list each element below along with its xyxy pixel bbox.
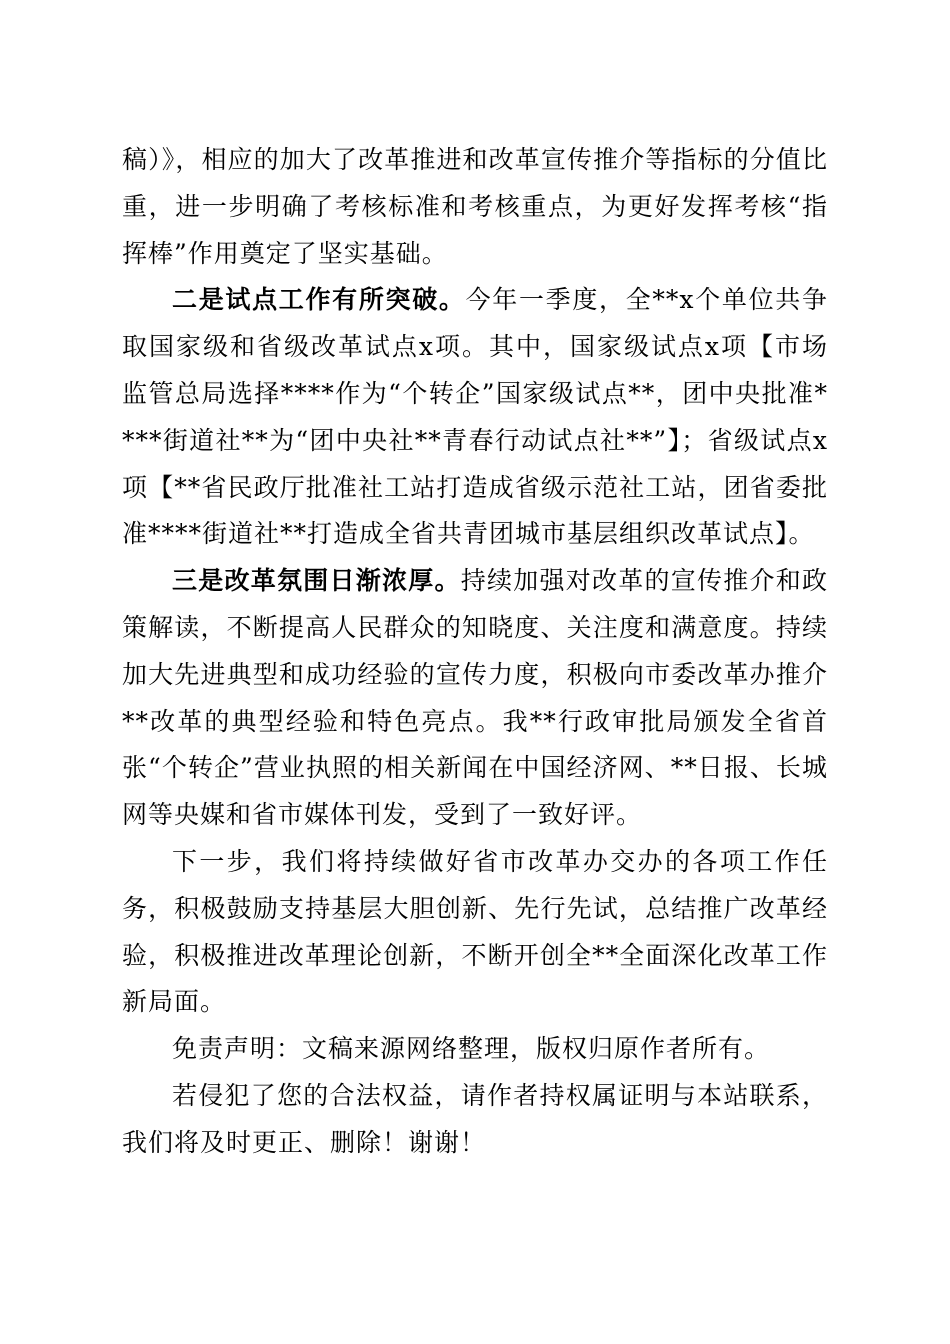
document-body <box>122 137 828 1167</box>
paragraph-text: 若侵犯了您的合法权益，请作者持权属证明与本站联系，我们将及时更正、删除！谢谢！ <box>122 1080 828 1157</box>
paragraph-pilot-work <box>122 277 828 558</box>
paragraph-next-steps <box>122 839 828 1026</box>
paragraph-text: 今年一季度，全**x个单位共争取国家级和省级改革试点x项。其中，国家级试点x项【市场监管总局选择****作为“个转企”国家级试点**，团中央批准****街道社**为“团中央社**青春行动试点社**”】；省级试点x项【**省民政厅批准社工站打造成省级示范社工站，团省委批准****街道社**打造成全省共青团城市基层组织改革试点】。 <box>122 285 828 549</box>
paragraph-reform-atmosphere <box>122 558 828 839</box>
paragraph-continuation <box>122 137 828 277</box>
paragraph-infringement-notice <box>122 1073 828 1167</box>
paragraph-text: 稿）》，相应的加大了改革推进和改革宣传推介等指标的分值比重，进一步明确了考核标准和考核重点，为更好发挥考核“指挥棒”作用奠定了坚实基础。 <box>122 145 828 268</box>
paragraph-disclaimer <box>122 1026 828 1073</box>
paragraph-text: 下一步，我们将持续做好省市改革办交办的各项工作任务，积极鼓励支持基层大胆创新、先行先试，总结推广改革经验，积极推进改革理论创新，不断开创全**全面深化改革工作新局面。 <box>122 846 828 1017</box>
paragraph-lead-heading: 二是试点工作有所突破。 <box>172 285 466 315</box>
paragraph-text: 免责声明：文稿来源网络整理，版权归原作者所有。 <box>172 1034 771 1064</box>
paragraph-text: 持续加强对改革的宣传推介和政策解读，不断提高人民群众的知晓度、关注度和满意度。持续加大先进典型和成功经验的宣传力度，积极向市委改革办推介**改革的典型经验和特色亮点。我**行政审批局颁发全省首张“个转企”营业执照的相关新闻在中国经济网、**日报、长城网等央媒和省市媒体刊发，受到了一致好评。 <box>122 566 828 830</box>
paragraph-lead-heading: 三是改革氛围日渐浓厚。 <box>172 566 461 596</box>
